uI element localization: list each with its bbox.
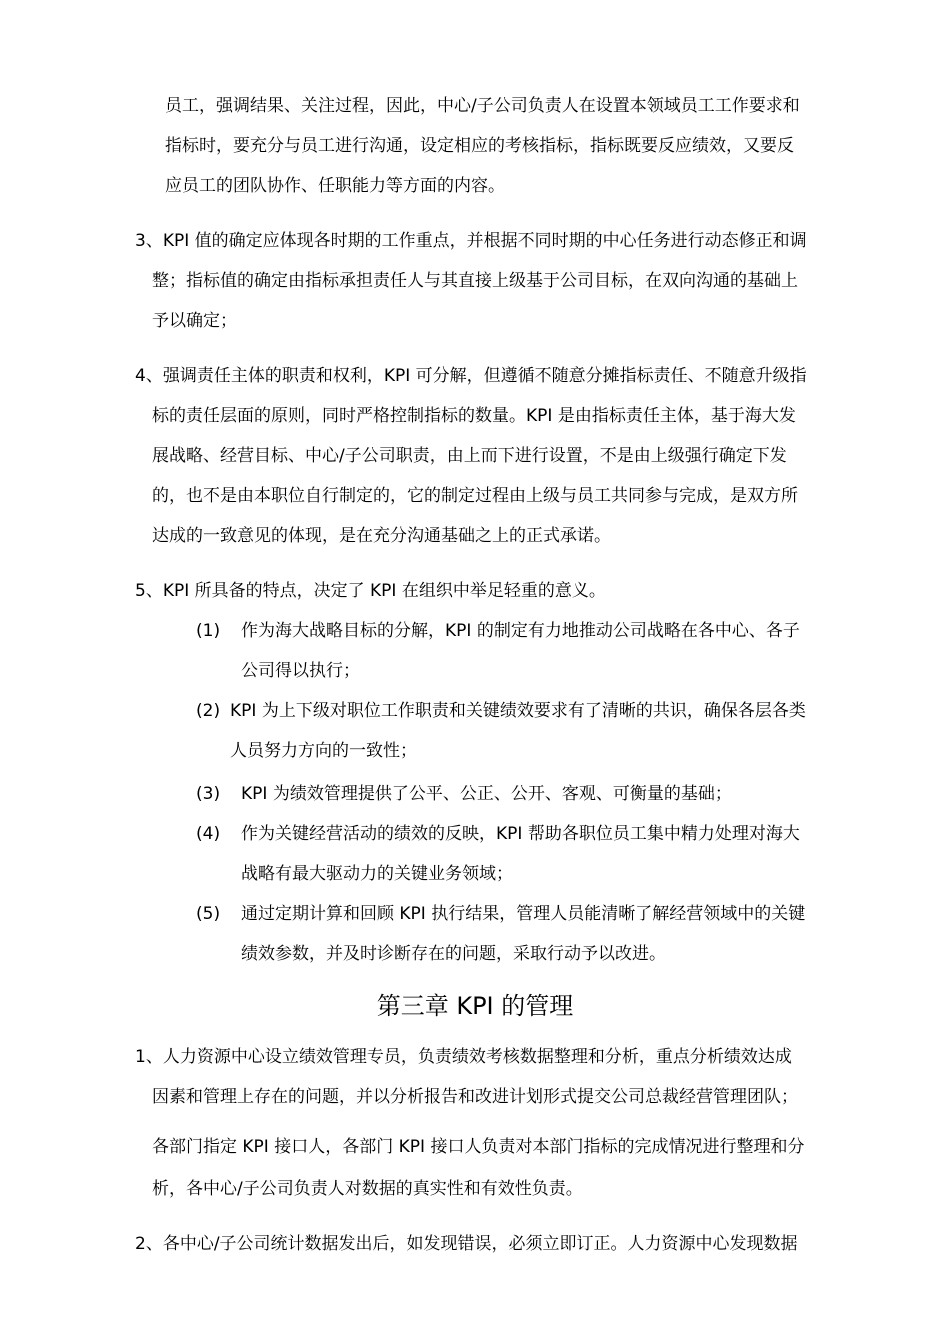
sublist-item-text: 绩效参数，并及时诊断存在的问题，采取行动予以改进。 <box>241 944 666 964</box>
sublist-item-text: 作为海大战略目标的分解，KPI 的制定有力地推动公司战略在各中心、各子 <box>241 621 800 641</box>
sublist-item-text: KPI 为绩效管理提供了公平、公正、公开、客观、可衡量的基础； <box>241 784 732 804</box>
text-line: 整；指标值的确定由指标承担责任人与其直接上级基于公司目标，在双向沟通的基础上 <box>152 271 798 291</box>
text-line: 各部门指定 KPI 接口人，各部门 KPI 接口人负责对本部门指标的完成情况进行整理和分 <box>152 1137 805 1157</box>
list-item-5-line: 5、KPI 所具备的特点，决定了 KPI 在组织中举足轻重的意义。 <box>135 581 606 601</box>
sublist-item-text: 公司得以执行； <box>241 661 360 681</box>
text-line: 展战略、经营目标、中心/子公司职责，由上而下进行设置，不是由上级强行确定下发 <box>152 446 787 466</box>
text-line: 的，也不是由本职位自行制定的，它的制定过程由上级与员工共同参与完成，是双方所 <box>152 486 798 506</box>
sublist-number: (1) <box>196 621 221 641</box>
chapter-title: 第三章 KPI 的管理 <box>376 992 574 1020</box>
chapter-item-2-line: 2、各中心/子公司统计数据发出后，如发现错误，必须立即订正。人力资源中心发现数据 <box>135 1234 798 1254</box>
text-line: 标的责任层面的原则，同时严格控制指标的数量。KPI 是由指标责任主体，基于海大发 <box>152 406 796 426</box>
sublist-item-text: 通过定期计算和回顾 KPI 执行结果，管理人员能清晰了解经营领域中的关键 <box>241 904 806 924</box>
text-line: 应员工的团队协作、任职能力等方面的内容。 <box>165 176 505 196</box>
text-line: 析，各中心/子公司负责人对数据的真实性和有效性负责。 <box>152 1179 583 1199</box>
text-line: 指标时，要充分与员工进行沟通，设定相应的考核指标，指标既要反应绩效，又要反 <box>165 136 794 156</box>
list-item-3-line: 3、KPI 值的确定应体现各时期的工作重点，并根据不同时期的中心任务进行动态修正和调 <box>135 231 807 251</box>
sublist-number: (3) <box>196 784 221 804</box>
sublist-number: (4) <box>196 824 221 844</box>
text-line: 因素和管理上存在的问题，并以分析报告和改进计划形式提交公司总裁经营管理团队； <box>152 1087 798 1107</box>
sublist-item-text: KPI 为上下级对职位工作职责和关键绩效要求有了清晰的共识，确保各层各类 <box>230 701 806 721</box>
sublist-item-text: 作为关键经营活动的绩效的反映，KPI 帮助各职位员工集中精力处理对海大 <box>241 824 800 844</box>
text-line: 予以确定； <box>152 311 237 331</box>
sublist-item-text: 战略有最大驱动力的关键业务领域； <box>241 864 513 884</box>
text-line: 达成的一致意见的体现，是在充分沟通基础之上的正式承诺。 <box>152 526 611 546</box>
chapter-item-1-line: 1、人力资源中心设立绩效管理专员，负责绩效考核数据整理和分析，重点分析绩效达成 <box>135 1047 792 1067</box>
list-item-4-line: 4、强调责任主体的职责和权利，KPI 可分解，但遵循不随意分摊指标责任、不随意升级指 <box>135 366 807 386</box>
text-line: 员工，强调结果、关注过程，因此，中心/子公司负责人在设置本领域员工工作要求和 <box>165 96 800 116</box>
sublist-item-text: 人员努力方向的一致性； <box>230 741 417 761</box>
sublist-number: (5) <box>196 904 221 924</box>
sublist-number: (2) <box>196 701 221 721</box>
